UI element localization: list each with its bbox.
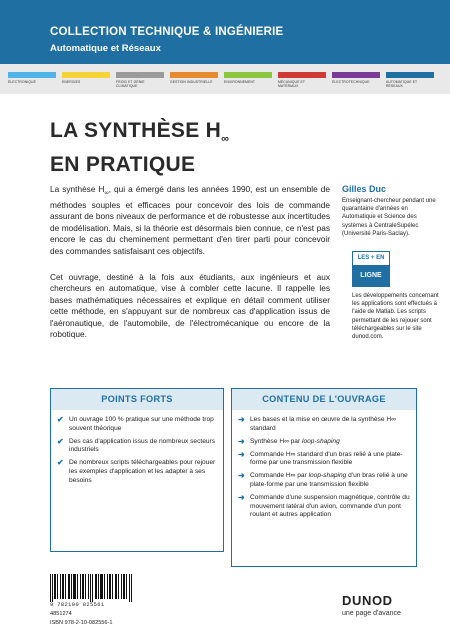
para1-subscript: ∞ [104,190,109,197]
description-paragraph-1 [50,184,330,257]
publisher-logo: DUNOD [342,593,393,608]
list-item [238,494,410,520]
collection-title: COLLECTION TECHNIQUE & INGÉNIERIE [50,26,284,38]
category-swatch [332,72,380,78]
points-forts-heading: POINTS FORTS [51,389,223,410]
para1-start: La synthèse H [50,184,105,194]
category-mecanique [278,72,326,88]
list-item-text: De nombreux scripts téléchargeables pour rejouer les exemples d'application et les adapter à ses besoins [69,459,216,484]
category-swatch [278,72,326,78]
publisher-tagline: une page d'avance [342,610,401,617]
badge-bottom-text: LIGNE [353,265,389,286]
arrow-right-icon: ➜ [238,449,245,459]
collection-header [0,0,450,64]
category-automatique [386,72,434,88]
category-label: FROID ET GÉNIE CLIMATIQUE [116,80,145,88]
points-forts-panel [50,388,224,552]
list-item-text: Commande H∞ par loop-shaping d'un bras relié à une plate-forme par une transmission flexible [250,472,408,489]
catalog-reference: 4851274 [50,611,72,617]
list-item [238,416,410,433]
points-forts-list [51,410,223,485]
category-label: MÉCANIQUE ET MATÉRIAUX [278,80,305,88]
contenu-heading: CONTENU DE L'OUVRAGE [232,389,416,410]
category-gestion [170,72,218,84]
author-name: Gilles Duc [342,184,387,194]
list-item [238,472,410,489]
book-title-line2: EN PRATIQUE [50,153,196,176]
list-item [57,459,217,485]
category-energies [62,72,110,84]
category-swatch [8,72,56,78]
check-icon: ✔ [57,415,64,424]
list-item [238,438,410,447]
arrow-right-icon: ➜ [238,436,245,446]
online-extras-badge [352,251,390,287]
category-label: ÉLECTROTECHNIQUE [332,80,370,84]
category-swatch [224,72,272,78]
list-item-text: Synthèse H∞ par loop-shaping [250,437,340,445]
category-label: ÉNERGIES [62,80,81,84]
arrow-right-icon: ➜ [238,415,245,424]
list-item-text: Commande d'une suspension magnétique, contrôle du mouvement latéral d'un avion, commande d'un pont roulant et autres application [250,494,410,519]
category-label: GESTION INDUSTRIELLE [170,80,213,84]
arrow-right-icon: ➜ [238,471,245,481]
author-bio: Enseignant-chercheur pendant une quarantaine d'années en Automatique et Science des systèmes à CentraleSupélec (Université Paris-Saclay). [342,198,436,237]
infinity-subscript: ∞ [221,133,230,145]
contenu-panel [231,388,417,567]
list-item [57,416,217,433]
list-item-text: Commande H∞ standard d'un bras relié à une plate-forme par une transmission flexible [250,450,403,467]
category-electrotechnique [332,72,380,84]
category-bar [0,64,450,94]
category-swatch [170,72,218,78]
check-icon: ✔ [57,436,64,446]
barcode-icon [50,574,134,602]
badge-top-text: LES + EN [357,255,385,261]
category-environnement [224,72,272,84]
book-title-line1 [50,118,229,152]
para1-rest: , qui a émergé dans les années 1990, est un ensemble de méthodes souples et efficaces pour concevoir des lois de commande assurant de bons niveaux de performance et de robustesse aux incertitudes de modélisation. Mais, si la théorie est désormais bien connue, ce n'est pas encore le cas du cheminement permettant d'en tirer parti pour concevoir des commandes satisfaisant ces objectifs. [50,184,331,256]
category-swatch [62,72,110,78]
list-item [57,438,217,455]
description-paragraph-2: Cet ouvrage, destiné à la fois aux étudiants, aux ingénieurs et aux chercheurs en automatique, vise à combler cette lacune. Il rappelle les bases mathématiques nécessaires et explique en détail comment utiliser cette méthode, en s'appuyant sur de nombreux cas d'application issus de l'aéronautique, de l'automobile, de l'électromécanique ou encore de la robotique. [50,272,330,340]
subcollection-title: Automatique et Réseaux [50,43,161,54]
list-item-text: Les bases et la mise en œuvre de la synthèse H∞ standard [250,416,396,432]
category-swatch [386,72,434,78]
isbn-number: ISBN 978-2-10-082556-1 [50,620,113,626]
book-title [50,118,229,177]
category-label: ÉLECTRONIQUE [8,80,36,84]
list-item [238,451,410,468]
category-label: ENVIRONNEMENT [224,80,256,84]
contenu-list [232,410,416,520]
category-electronique [8,72,56,84]
list-item-text: Un ouvrage 100 % pratique sur une méthode trop souvent théorique [69,416,214,432]
category-label: AUTOMATIQUE ET RÉSEAUX [386,80,418,88]
list-item-text: Des cas d'application issus de nombreux secteurs industriels [69,437,216,454]
online-extras-note: Les développements concernant les applications sont effectués à l'aide de Matlab. Les scripts permettant de les rejouer sont téléchargeables sur le site dunod.com. [352,293,439,341]
category-froid [116,72,164,88]
category-swatch [116,72,164,78]
check-icon: ✔ [57,458,64,468]
barcode-digits: 9 782100 825561 [50,602,105,608]
arrow-right-icon: ➜ [238,493,245,503]
book-title-prefix: LA SYNTHÈSE H [50,119,222,142]
